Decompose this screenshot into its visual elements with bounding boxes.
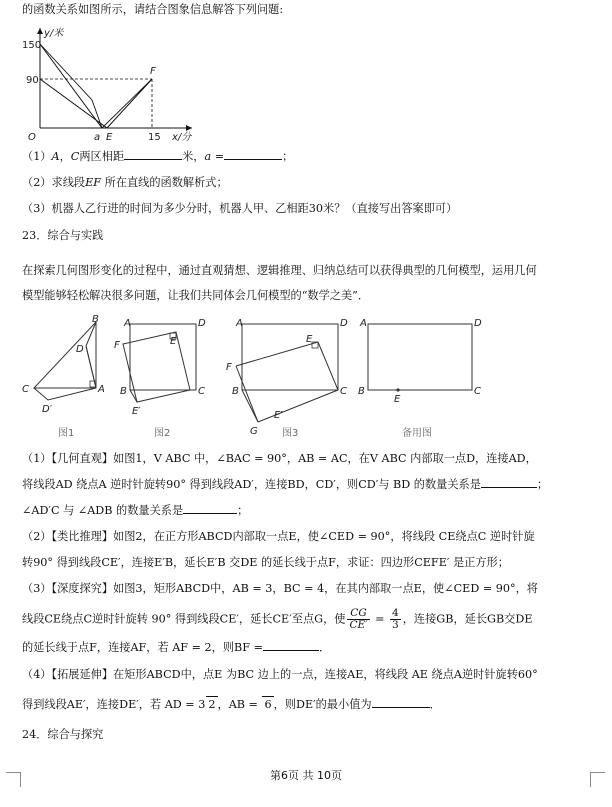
q23-part3-line1: （3）【深度探究】如图3，矩形ABCD中，AB = 3，BC = 4，在其内部取一点E，使∠CED = 90°，将	[22, 582, 538, 595]
figure-2-caption: 图2	[154, 428, 171, 439]
svg-text:A: A	[236, 318, 243, 329]
svg-text:D′: D′	[42, 404, 52, 415]
y-tick-90: 90	[26, 75, 39, 86]
section-23-heading: 23．综合与实践	[22, 229, 104, 242]
figure-2	[114, 318, 206, 439]
figure-3-caption: 图3	[282, 428, 299, 439]
section-23-intro-1: 在探索几何图形变化的过程中，通过直观猜想、逻辑推理、归纳总结可以获得典型的几何模型，运用几何	[22, 264, 537, 277]
answer-blank-distance[interactable]	[124, 149, 182, 160]
sqrt-6: 6	[262, 696, 273, 714]
point-f-label: F	[150, 66, 156, 77]
q23-part3-line2: 线段CE绕点C逆时针旋转 90° 得到线段CE′，延长CE′至点G，使 $\frac{CG}{CE'}$ = $\frac{4}{3}$ ，连接GB，延长GB交DE	[22, 607, 533, 632]
svg-text:B: B	[92, 314, 99, 325]
svg-text:E′: E′	[274, 410, 283, 421]
figure-1-caption: 图1	[58, 428, 75, 439]
top-line: 的函数关系如图所示，请结合图象信息解答下列问题:	[22, 3, 284, 16]
section-23-intro-2: 模型能够轻松解决很多问题，让我们共同体会几何模型的“数学之美”．	[22, 289, 370, 302]
x-tick-origin: O	[28, 132, 36, 142]
graph-y-label: y/米	[44, 28, 64, 39]
svg-text:G: G	[250, 426, 258, 437]
svg-text:F: F	[114, 340, 120, 351]
svg-text:B: B	[358, 386, 365, 397]
x-tick-a: a	[94, 132, 101, 142]
x-tick-e: E	[106, 132, 113, 142]
svg-text:A: A	[124, 318, 131, 329]
svg-text:C: C	[340, 386, 347, 397]
svg-text:C: C	[22, 384, 29, 395]
svg-text:E: E	[306, 334, 313, 345]
svg-text:F: F	[226, 362, 232, 373]
q22-part1: （1）A，C两区相距 米，a = ；	[22, 150, 294, 163]
y-tick-150: 150	[22, 40, 42, 51]
svg-text:A: A	[98, 384, 105, 395]
sqrt-2: 2	[206, 696, 217, 714]
answer-blank-bf[interactable]	[263, 640, 319, 651]
svg-text:C: C	[474, 386, 481, 397]
corner-mark-right	[590, 772, 605, 787]
fraction-4-3: $\frac{4}{3}$	[392, 607, 399, 632]
figure-3	[226, 318, 348, 439]
q23-part2-line2: 转90° 得到线段CE′，连接E′B，延长E′B 交DE 的延长线于点F，求证：四边形CEFE′ 是正方形；	[22, 556, 509, 569]
function-graph	[22, 24, 202, 142]
svg-text:E: E	[170, 336, 177, 347]
figure-1	[22, 314, 105, 439]
section-24-heading: 24．综合与探究	[22, 728, 104, 741]
page-footer: 第6页 共 10页	[270, 769, 342, 782]
svg-text:D: D	[474, 318, 482, 329]
svg-text:D: D	[340, 318, 348, 329]
geometry-figures	[20, 314, 490, 442]
graph-x-label: x/分	[172, 132, 192, 142]
svg-text:D: D	[76, 344, 84, 355]
q23-part1-line2: 将线段AD 绕点A 逆时针旋转90° 得到线段AD′，连接BD，CD′，则CD′与 BD 的数量关系是 ；	[22, 478, 549, 491]
figure-spare-caption: 备用图	[402, 428, 432, 439]
corner-mark-left	[6, 772, 21, 787]
fraction-cg-ce: $\frac{CG}{CE'}$	[349, 607, 368, 632]
q23-part3-line3: 的延长线于点F，连接AF，若 AF = 2，则BF = ．	[22, 641, 331, 654]
svg-text:E′: E′	[132, 406, 141, 417]
svg-text:D: D	[198, 318, 206, 329]
q23-part4-line1: （4）【拓展延伸】在矩形ABCD中，点E 为BC 边上的一点，连接AE，将线段 AE 绕点A逆时针旋转60°	[22, 668, 538, 681]
q23-part1-line3: ∠AD′C 与 ∠ADB 的数量关系是 ；	[22, 504, 249, 517]
answer-blank-de-min[interactable]	[372, 697, 430, 708]
answer-blank-q1-angle[interactable]	[183, 503, 237, 514]
figure-spare	[358, 318, 482, 439]
x-tick-15: 15	[148, 132, 161, 142]
svg-text:B: B	[232, 386, 239, 397]
answer-blank-q1-relation[interactable]	[481, 477, 537, 488]
svg-text:E: E	[394, 394, 401, 405]
q22-part3: （3）机器人乙行进的时间为多少分时，机器人甲、乙相距30米？（直接写出答案即可）	[22, 202, 458, 215]
q23-part4-line2: 得到线段AE′，连接DE′，若 AD = 3 2 ，AB = 6 ，则DE′的最小值为 ．	[22, 696, 598, 714]
svg-text:A: A	[360, 318, 367, 329]
svg-text:C: C	[198, 386, 205, 397]
q23-part2-line1: （2）【类比推理】如图2，在正方形ABCD内部取一点E，使∠CED = 90°，将线段 CE绕点C 逆时针旋	[22, 530, 535, 543]
q22-part2: （2）求线段EF 所在直线的函数解析式；	[22, 176, 228, 189]
answer-blank-a[interactable]	[224, 149, 282, 160]
svg-text:B: B	[120, 386, 127, 397]
q23-part1-line1: （1）【几何直观】如图1，V ABC 中，∠BAC = 90°，AB = AC，在V ABC 内部取一点D，连接AD，	[22, 452, 537, 465]
